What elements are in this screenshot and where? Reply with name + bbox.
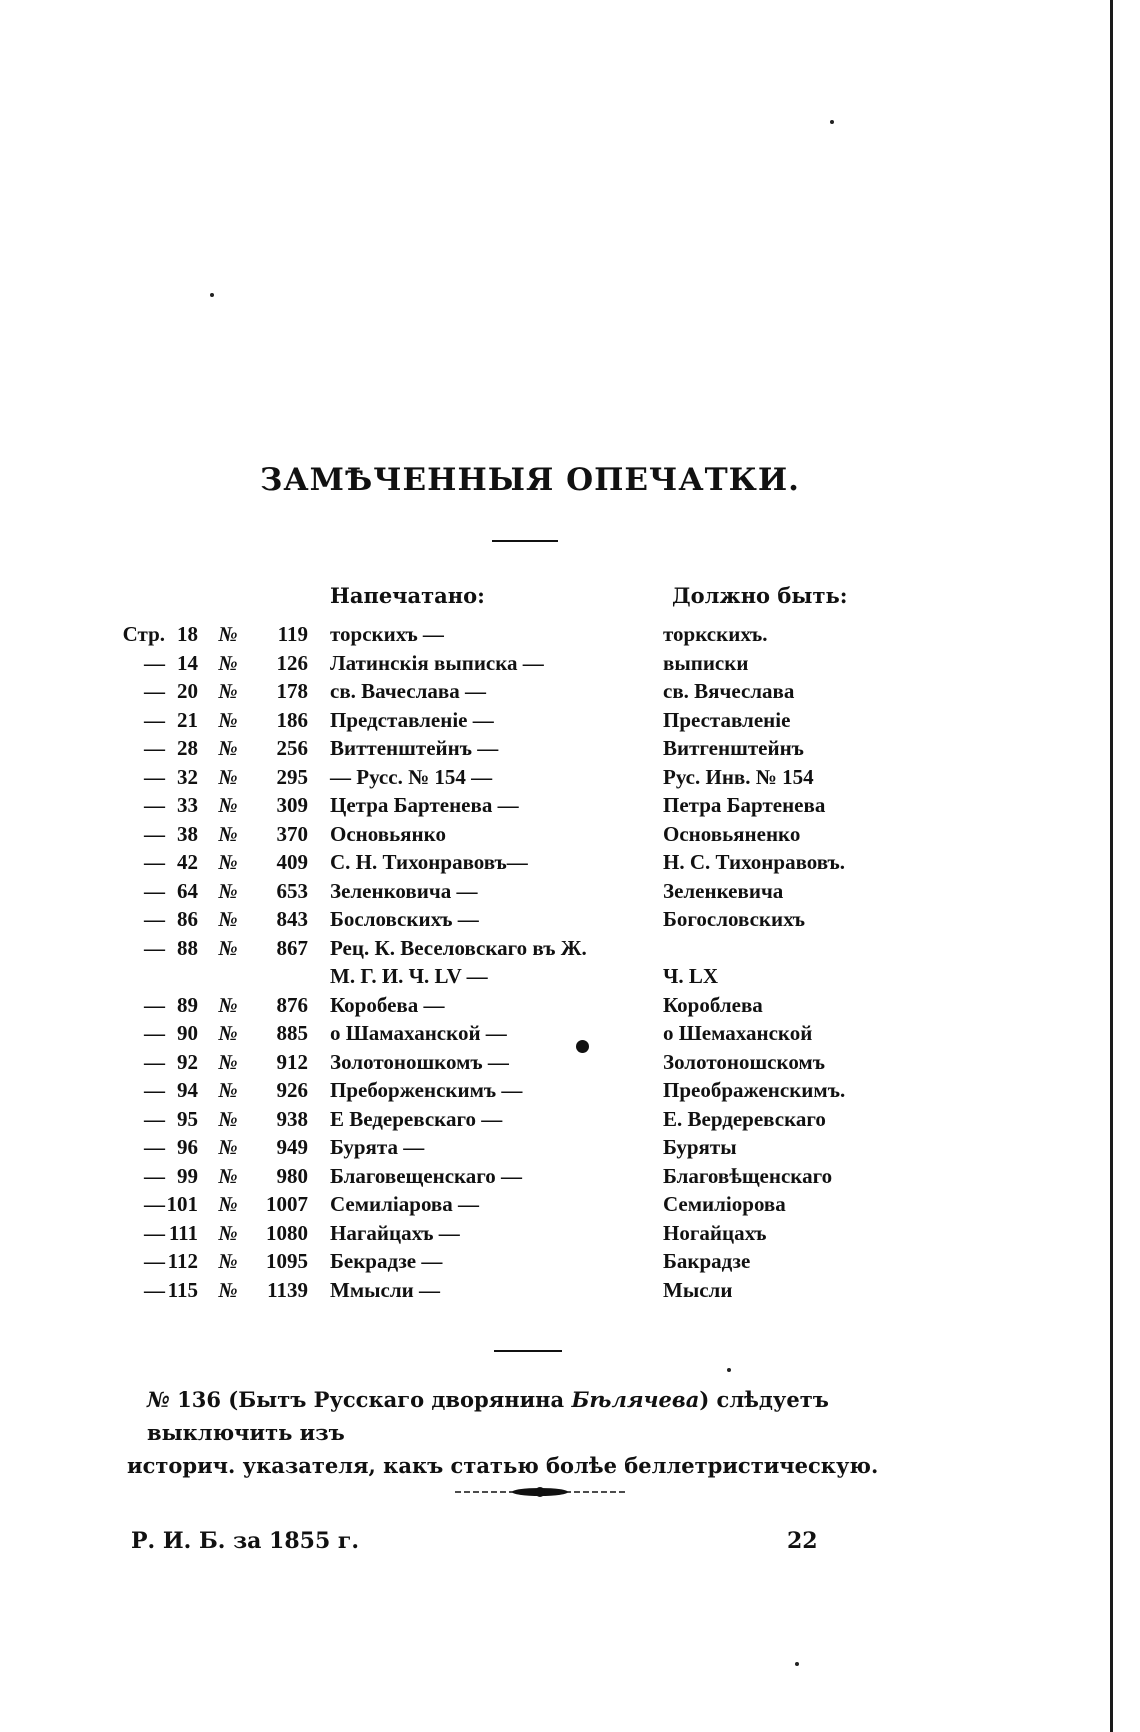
print-speck [727,1368,731,1372]
number-sign: № [218,992,238,1017]
table-row [0,1276,1060,1305]
correct-text: Бакрадзе [663,1249,751,1273]
page-number: 89 [177,992,198,1017]
table-row [0,677,1060,706]
entry-number: 119 [277,622,308,646]
row-label: — [144,1249,165,1273]
page-number: 21 [177,707,198,732]
number-sign: № [218,1135,238,1159]
entry-number: 867 [276,935,308,960]
number-sign: № [218,1021,238,1045]
printed-text: Бословскихъ — [330,907,479,931]
correct-text: Преставленіе [663,707,791,732]
correct-text: Рус. Инв. № 154 [663,764,814,789]
printed-text: Нагайцахъ — [330,1220,460,1245]
correct-text: Благовѣщенскаго [663,1163,833,1188]
ornament-divider-icon [455,1482,625,1502]
number-sign: № [218,1106,238,1131]
page-number: 90 [177,1021,198,1045]
row-label: — [144,821,165,846]
printed-text: Бурята — [330,1135,425,1159]
printed-text: — Русс. № 154 — [330,764,493,789]
number-sign: № [218,1049,238,1074]
correct-text: Преображенскимъ. [663,1078,846,1102]
printed-text: торскихъ — [330,622,444,646]
correct-text: торкскихъ. [663,622,768,646]
entry-number: 126 [276,650,308,675]
number-sign: № [147,1387,170,1412]
page-number: 14 [177,650,198,675]
correct-text: Ногайцахъ [663,1220,767,1245]
entry-number: 1007 [266,1192,308,1216]
entry-number: 980 [276,1163,308,1188]
entry-number: 1139 [267,1277,308,1302]
row-label: — [144,736,165,760]
correct-text: Богословскихъ [663,907,806,931]
row-label: — [144,650,165,675]
bullet-mark [576,1040,589,1053]
number-sign: № [218,1192,238,1216]
number-sign: № [218,1277,238,1302]
table-row [0,649,1060,678]
footer-page-number: 22 [787,1528,818,1554]
page-number: 96 [177,1135,198,1159]
table-row [0,848,1060,877]
entry-number: 256 [276,736,308,760]
number-sign: № [218,764,238,789]
number-sign: № [218,650,238,675]
printed-text: С. Н. Тихонравовъ— [330,850,528,874]
print-speck [210,293,214,297]
entry-number: 843 [276,907,308,931]
printed-text: Благовещенскаго — [330,1163,523,1188]
row-label: — [144,764,165,789]
correct-text: Петра Бартенева [663,793,826,817]
footer-publication: Р. И. Б. за 1855 г. [131,1528,360,1554]
row-label: Стр. [122,622,165,646]
number-sign: № [218,1249,238,1273]
table-row [0,620,1060,649]
entry-number: 1095 [266,1249,308,1273]
printed-text: Зеленковича — [330,878,478,903]
printed-text: св. Вачеслава — [330,679,486,703]
row-label: — [144,707,165,732]
number-sign: № [218,707,238,732]
entry-number: 926 [276,1078,308,1102]
row-label: — [144,1163,165,1188]
errata-table [0,620,1060,1304]
footnote [127,1383,957,1482]
page-number: 88 [177,935,198,960]
entry-number: 885 [276,1021,308,1045]
page-number: 42 [177,850,198,874]
page-number: 64 [177,878,198,903]
printed-text: Основьянко [330,821,446,846]
column-header-correct: Должно быть: [672,583,848,608]
entry-number: 309 [276,793,308,817]
row-label: — [144,1078,165,1102]
title-divider [492,540,558,542]
correct-text: Короблева [663,992,763,1017]
page-number: 28 [177,736,198,760]
correct-text: Витгенштейнъ [663,736,804,760]
correct-text: св. Вячеслава [663,679,795,703]
page-number: 99 [177,1163,198,1188]
printed-text: Бекрадзе — [330,1249,443,1273]
entry-number: 876 [276,992,308,1017]
printed-text: Коробева — [330,992,445,1017]
printed-text: Цетра Бартенева — [330,793,519,817]
row-label: — [144,1192,165,1216]
table-row [0,991,1060,1020]
number-sign: № [218,736,238,760]
correct-text: о Шемаханской [663,1021,813,1045]
entry-number: 295 [276,764,308,789]
printed-text: Золотоношкомъ — [330,1049,509,1074]
row-label: — [144,1135,165,1159]
correct-text: Ч. LX [663,964,719,988]
printed-text: Преборженскимъ — [330,1078,523,1102]
page-number: 20 [177,679,198,703]
page-number: 32 [177,764,198,789]
row-label: — [144,878,165,903]
number-sign: № [218,878,238,903]
correct-text: Мысли [663,1277,733,1302]
number-sign: № [218,821,238,846]
table-row [0,1247,1060,1276]
correct-text: Буряты [663,1135,737,1159]
number-sign: № [218,679,238,703]
table-row [0,1019,1060,1048]
number-sign: № [218,850,238,874]
page-edge-line [1110,0,1113,1732]
page-number: 33 [177,793,198,817]
correct-text: Семиліорова [663,1192,786,1216]
number-sign: № [218,622,238,646]
row-label: — [144,992,165,1017]
column-header-printed: Напечатано: [330,583,485,608]
correct-text: выписки [663,650,749,675]
table-divider [494,1350,562,1352]
row-label: — [144,1106,165,1131]
number-sign: № [218,1078,238,1102]
correct-text: Основьяненко [663,821,801,846]
table-row [0,1162,1060,1191]
page-number: 101 [166,1192,198,1216]
footnote-line-2: историч. указателя, какъ статью болѣе беллетристическую. [127,1453,879,1478]
row-label: — [144,935,165,960]
table-row [0,706,1060,735]
printed-text: Виттенштейнъ — [330,736,499,760]
footnote-name: Бѣлячева [571,1387,700,1412]
row-label: — [144,850,165,874]
correct-text: Зеленкевича [663,878,784,903]
number-sign: № [218,935,238,960]
entry-number: 949 [276,1135,308,1159]
table-row [0,1105,1060,1134]
page-number: 18 [177,622,198,646]
table-row [0,734,1060,763]
footnote-lead: 136 (Бытъ Русскаго дворянина [177,1387,565,1412]
row-label: — [144,793,165,817]
print-speck [830,120,834,124]
correct-text: Е. Вердеревскаго [663,1106,826,1131]
correct-text: Н. С. Тихонравовъ. [663,850,846,874]
printed-text: М. Г. И. Ч. LV — [330,964,488,988]
table-row [0,791,1060,820]
number-sign: № [218,907,238,931]
entry-number: 938 [276,1106,308,1131]
printed-text: Представленіе — [330,707,494,732]
row-label: — [144,1021,165,1045]
page-number: 95 [177,1106,198,1131]
entry-number: 1080 [266,1220,308,1245]
print-speck [795,1662,799,1666]
entry-number: 912 [276,1049,308,1074]
page-number: 86 [177,907,198,931]
row-label: — [144,907,165,931]
entry-number: 178 [276,679,308,703]
printed-text: Ммысли — [330,1277,440,1302]
printed-text: Рец. К. Веселовскаго въ Ж. [330,935,587,960]
table-row [0,934,1060,963]
table-row [0,1048,1060,1077]
table-row [0,763,1060,792]
entry-number: 409 [276,850,308,874]
table-row [0,1133,1060,1162]
table-row [0,820,1060,849]
table-row [0,1076,1060,1105]
page-number: 112 [167,1249,198,1273]
printed-text: Семиліарова — [330,1192,480,1216]
entry-number: 370 [276,821,308,846]
row-label: — [144,1277,165,1302]
footnote-rest: ) слѣдуетъ выключить изъ [147,1387,829,1445]
row-label: — [144,679,165,703]
printed-text: Латинскія выписка — [330,650,544,675]
page-title: ЗАМѢЧЕННЫЯ ОПЕЧАТКИ. [260,462,800,498]
entry-number: 186 [276,707,308,732]
table-row [0,1219,1060,1248]
number-sign: № [218,1220,238,1245]
row-label: — [144,1220,165,1245]
entry-number: 653 [276,878,308,903]
page-number: 111 [168,1220,198,1245]
page-number: 115 [167,1277,198,1302]
correct-text: Золотоношскомъ [663,1049,825,1074]
row-label: — [144,1049,165,1074]
table-row [0,1190,1060,1219]
printed-text: о Шамаханской — [330,1021,507,1045]
printed-text: Е Ведеревскаго — [330,1106,503,1131]
page-number: 38 [177,821,198,846]
table-row [0,962,1060,991]
number-sign: № [218,793,238,817]
page-number: 94 [177,1078,198,1102]
page-number: 92 [177,1049,198,1074]
table-row [0,905,1060,934]
table-row [0,877,1060,906]
number-sign: № [218,1163,238,1188]
